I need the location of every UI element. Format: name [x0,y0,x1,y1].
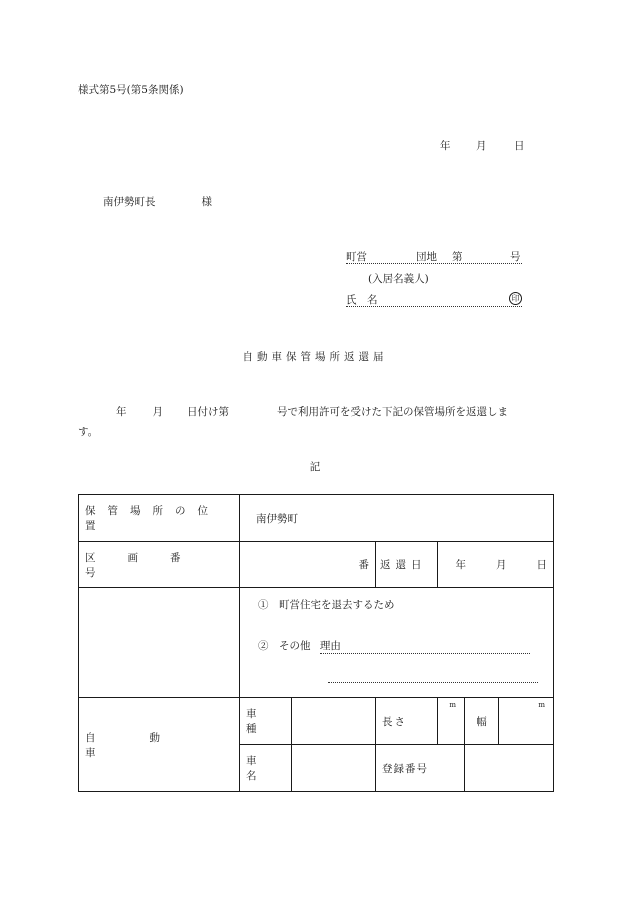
addressee [103,194,212,209]
location-value: 南伊勢町 [240,495,554,542]
ki-heading: 記 [309,461,321,473]
document-title: 自動車保管場所返還届 [242,351,388,363]
section-row [79,542,554,588]
width-value [499,698,554,745]
header-day: 日 [514,140,525,152]
location-label-cell [79,495,240,542]
car-type-label: 車種 [240,698,292,745]
reason-1: ① 町営住宅を退去するため [258,599,395,611]
body-month: 月 [152,406,163,418]
applicant-name-line [346,292,522,307]
header-year: 年 [440,140,451,152]
body-dated-no: 日付け第 [187,406,229,418]
reg-no-value [465,745,554,792]
section-label: 区画番号 [85,551,213,579]
reason-label-cell [79,588,240,698]
return-form-table [78,494,554,792]
car-name-label: 車名 [240,745,292,792]
reg-no-label: 登録番号 [376,745,465,792]
reason-2-label: 理由 [319,640,341,652]
body-line-1 [78,404,508,419]
reason-2 [258,638,553,654]
length-label: 長さ [376,698,438,745]
addressee-honorific: 様 [201,196,212,208]
applicant-town: 町営 [346,251,367,263]
reason-row [79,588,554,698]
applicant-dai: 第 [452,251,463,263]
section-ban: 番 [240,542,376,588]
car-type-value [292,698,376,745]
vehicle-label-cell [79,698,240,792]
length-unit: m [449,701,456,709]
reason-2-prefix: ② その他 [258,640,311,652]
return-day: 日 [536,559,547,571]
return-date-label: 返還日 [376,542,438,588]
reason-cell [240,588,554,698]
name-label: 氏 名 [346,294,378,306]
tenant-label: (入居名義人) [368,273,429,285]
applicant-danchi: 団地 [416,251,437,263]
seal-mark: 印 [509,292,522,305]
reason-extra-line [328,670,538,683]
header-date [440,138,525,153]
location-row [79,495,554,542]
form-number: 様式第5号(第5条関係) [78,84,184,96]
length-value [438,698,465,745]
vehicle-label: 自動車 [85,731,214,759]
section-label-cell [79,542,240,588]
width-unit: m [538,701,545,709]
vehicle-row-1 [79,698,554,745]
location-label-text: 保管場所の位置 [85,505,220,532]
return-date-value [438,542,554,588]
car-name-value [292,745,376,792]
return-month: 月 [496,559,507,571]
reason-2-line [320,638,530,654]
body-rest: 号で利用許可を受けた下記の保管場所を返還しま [277,406,508,418]
return-year: 年 [455,559,466,571]
header-month: 月 [476,140,487,152]
addressee-name: 南伊勢町長 [103,196,156,208]
body-year: 年 [116,406,127,418]
applicant-address-line [346,249,522,264]
body-line-2: す。 [78,426,99,438]
width-label: 幅 [465,698,499,745]
location-label [79,503,239,533]
applicant-go: 号 [510,251,521,263]
